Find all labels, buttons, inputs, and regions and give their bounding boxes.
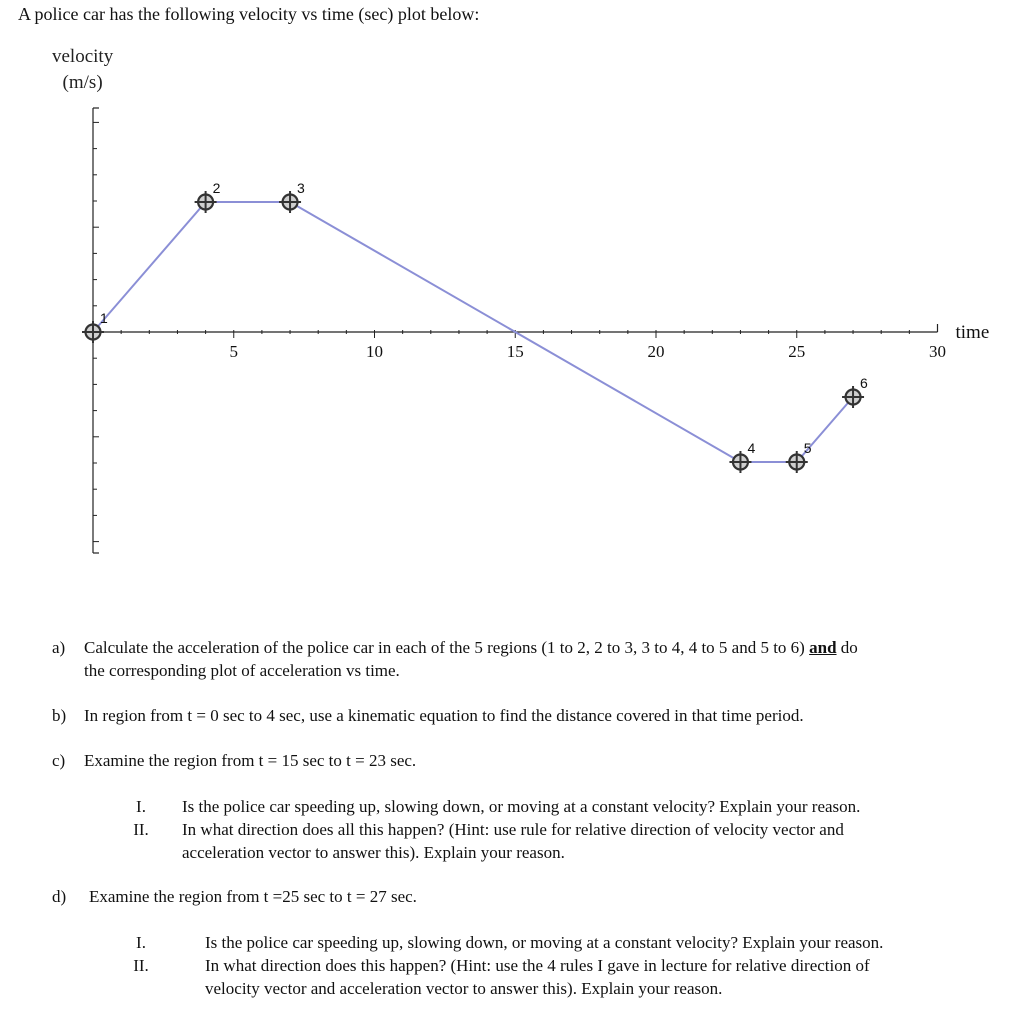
y-axis-label-line2: (m/s)	[62, 72, 103, 93]
x-tick-label: 20	[647, 342, 665, 361]
intro-text: A police car has the following velocity vs time (sec) plot below:	[18, 4, 480, 24]
question-d-item2-num: II.	[133, 956, 149, 975]
question-a	[52, 636, 992, 686]
question-a-line1	[84, 636, 984, 659]
question-c	[52, 749, 992, 773]
x-tick-label: 30	[929, 342, 946, 361]
question-c-subitems	[126, 795, 986, 867]
question-d	[52, 885, 992, 909]
question-c-label: c)	[52, 751, 66, 770]
x-tick-label: 25	[788, 342, 806, 361]
x-axis-label: time	[955, 322, 990, 343]
question-d-text: Examine the region from t =25 sec to t = 27 sec.	[89, 887, 417, 906]
data-point-label: 5	[803, 440, 812, 456]
data-point-label: 6	[860, 375, 868, 391]
data-point-label: 1	[100, 310, 108, 326]
question-a-label: a)	[52, 638, 66, 657]
question-a-and: and	[809, 638, 837, 657]
y-axis-label-line1: velocity	[52, 46, 114, 67]
data-point-label: 4	[747, 440, 756, 456]
data-point-label: 3	[297, 180, 305, 196]
question-c-item1-text: Is the police car speeding up, slowing down, or moving at a constant velocity? Explain your reason.	[182, 797, 861, 816]
question-b-text: In region from t = 0 sec to 4 sec, use a kinematic equation to find the distance covered in that time period.	[84, 706, 804, 725]
x-tick-label: 15	[506, 342, 524, 361]
x-tick-label: 5	[229, 342, 238, 361]
question-d-item2-line1: In what direction does this happen? (Hint: use the 4 rules I gave in lecture for relative direction of	[205, 956, 870, 975]
question-c-item2-line1: In what direction does all this happen? (Hint: use rule for relative direction of velocity vector and	[182, 820, 844, 839]
question-a-line2: the corresponding plot of acceleration vs time.	[84, 661, 400, 680]
x-tick-label: 10	[366, 342, 383, 361]
data-point-label: 2	[212, 180, 221, 196]
question-a-text-part1: Calculate the acceleration of the police car in each of the 5 regions (1 to 2, 2 to 3, 3 to 4, 4 to 5 and 5 to 6)	[84, 638, 805, 657]
question-d-subitems	[126, 931, 1006, 1003]
question-d-item1-num: I.	[136, 933, 146, 952]
question-c-text: Examine the region from t = 15 sec to t = 23 sec.	[84, 751, 417, 770]
question-a-text-part2: do	[840, 638, 858, 657]
question-c-item1-num: I.	[136, 797, 146, 816]
question-d-label: d)	[52, 887, 67, 906]
question-c-item2-line2: acceleration vector to answer this). Explain your reason.	[182, 843, 565, 862]
question-c-item2-num: II.	[133, 820, 149, 839]
question-d-item2-line2: velocity vector and acceleration vector to answer this). Explain your reason.	[205, 979, 723, 998]
question-b	[52, 704, 992, 728]
question-d-item1-text: Is the police car speeding up, slowing down, or moving at a constant velocity? Explain your reason.	[205, 933, 884, 952]
question-b-label: b)	[52, 706, 67, 725]
